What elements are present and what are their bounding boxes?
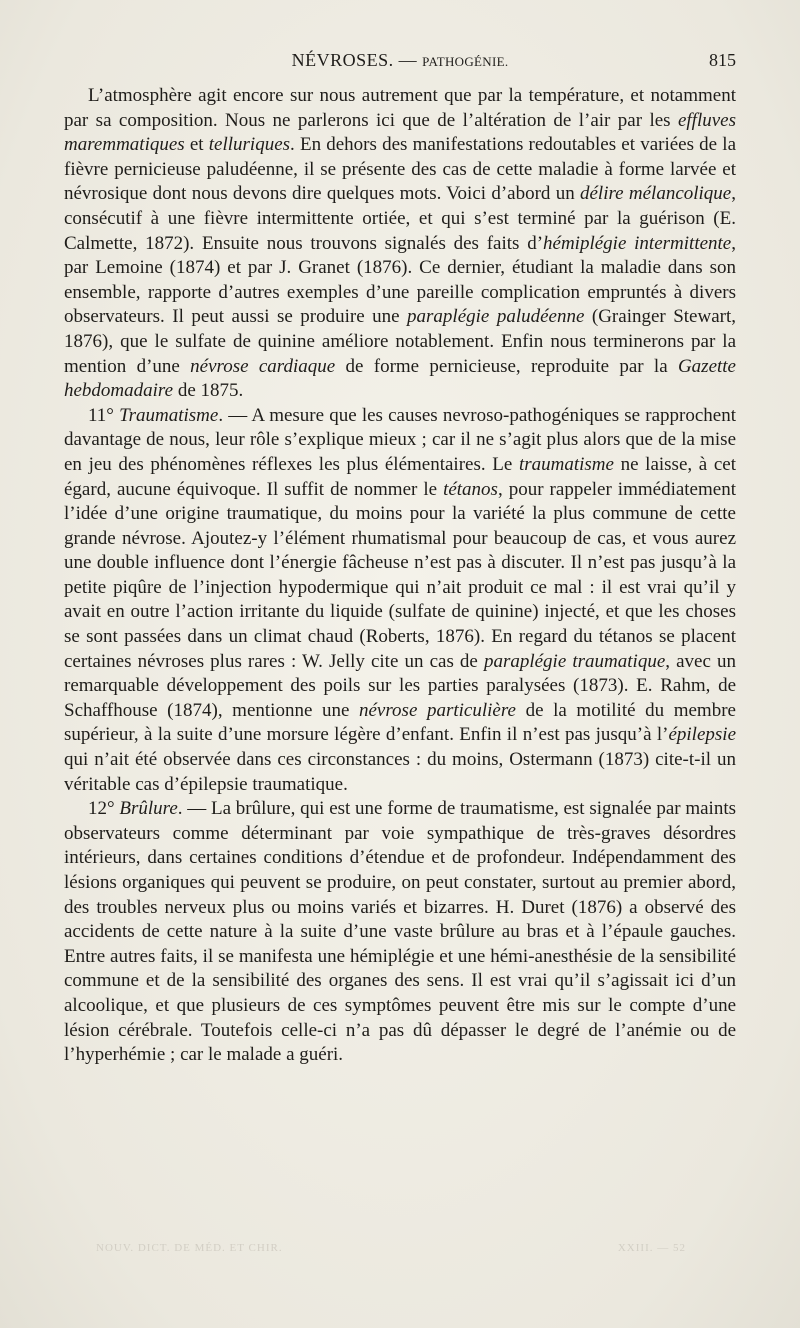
paragraph-atmosphere: [64, 84, 736, 404]
italic-run: Traumatisme: [119, 404, 219, 426]
bleed-through-left: NOUV. DICT. DE MÉD. ET CHIR.: [96, 1242, 283, 1254]
text-run: ne laisse, à cet égard, aucune équivoque. Il suffit de nommer le: [64, 453, 737, 500]
page-number: 815: [709, 50, 736, 70]
text-run: . — A mesure que les causes nevroso-pathogéniques se rapprochent davantage de nous, leur rôle s’explique mieux ; car il ne s’agit plus alors que de la mise en jeu des phénomènes réflexes les plus élémentaires. Le: [64, 404, 736, 475]
text-run: , par Lemoine (1874) et par J. Granet (1876). Ce dernier, étudiant la maladie dans son ensemble, rapporte d’autres exemples d’une pareille complication empruntés à divers observateurs. Il peut aussi se produire une: [64, 232, 736, 328]
italic-run: hémiplégie intermittente: [543, 232, 732, 254]
italic-run: névrose cardiaque: [190, 355, 336, 377]
body-text: [64, 84, 736, 1068]
italic-run: Brûlure: [119, 798, 178, 820]
italic-run: délire mélancolique: [579, 183, 732, 205]
text-run: . — La brûlure, qui est une forme de traumatisme, est signalée par maints observateurs comme déterminant par voie sympathique de très-graves désordres intérieurs, dans certaines conditions d’étendue et de profondeur. Indépendamment des lésions organiques qui peuvent se produire, on peut constater, surtout au premier abord, des troubles nerveux plus ou moins variés et bizarres. H. Duret (1876) a observé des accidents de cette nature à la suite d’une vaste brûlure au bras et à l’épaule gauches. Entre autres faits, il se manifesta une hémiplégie et une hémi-anesthésie de la sensibilité commune et de la sensibilité des organes des sens. Il est vrai qu’il s’agissait ici d’un alcoolique, et que plusieurs de ces symptômes peuvent être mis sur le compte d’une lésion cérébrale. Toutefois celle-ci n’a pas dû dépasser le degré de l’anémie ou de l’hyperhémie ; car le malade a guéri.: [64, 798, 736, 1066]
text-run: , avec un remarquable développement des poils sur les parties paralysées (1873). E. Rahm, de Schaffhouse (1874), mentionne une: [64, 650, 736, 721]
italic-run: névrose particulière: [359, 699, 516, 721]
text-run: L’atmosphère agit encore sur nous autrement que par la température, et notamment par sa composition. Nous ne parlerons ici que de l’altération de l’air par les: [64, 85, 736, 131]
italic-run: paraplégie paludéenne: [407, 306, 585, 328]
text-run: de forme pernicieuse, reproduite par la: [335, 355, 678, 377]
italic-run: Gazette hebdomadaire: [64, 355, 736, 402]
text-run: de la motilité du membre supérieur, à la suite d’une morsure légère d’enfant. Enfin il n’est pas jusqu’à l’: [64, 699, 736, 746]
italic-run: effluves maremmatiques: [64, 109, 736, 156]
running-title-main: NÉVROSES.: [291, 50, 394, 70]
text-run: , consécutif à une fièvre intermittente ortiée, et qui s’est terminé par la guérison (E. Calmette, 1872). Ensuite nous trouvons signalés des faits d’: [64, 183, 736, 254]
running-title-separator: —: [393, 50, 423, 70]
text-run: 12°: [88, 798, 120, 820]
bleed-through-right: XXIII. — 52: [617, 1242, 686, 1254]
text-run: 11°: [88, 404, 120, 426]
text-run: , pour rappeler immédiatement l’idée d’une origine traumatique, du moins pour la variété la plus commune de cette grande névrose. Ajoutez-y l’élément rhumatismal pour beaucoup de cas, et vous aurez une double influence dont l’énergie fâcheuse n’est pas à discuter. Il n’est pas jusqu’à la petite piqûre de l’injection hypodermique qui n’ait produit ce mal : il est vrai qu’il y avait en outre l’action irritante du liquide (sulfate de quinine) injecté, et que les choses se sont passées dans un climat chaud (Roberts, 1876). En regard du tétanos se placent certaines névroses plus rares : W. Jelly cite un cas de: [64, 478, 736, 672]
text-run: (Grainger Stewart, 1876), que le sulfate de quinine améliore notablement. Enfin nous terminerons par la mention d’une: [64, 306, 736, 377]
italic-run: paraplégie traumatique: [483, 650, 666, 672]
italic-run: telluriques: [208, 134, 291, 156]
paragraph-brulure: [64, 797, 736, 1068]
bleed-through-footer: [96, 1242, 686, 1258]
paragraph-traumatisme: [64, 404, 736, 798]
italic-run: tétanos: [443, 478, 498, 500]
italic-run: traumatisme: [518, 453, 614, 475]
running-title-sub: PATHOGÉNIE.: [422, 54, 509, 69]
running-title: [64, 50, 736, 71]
italic-run: épilepsie: [668, 724, 736, 746]
text-run: de 1875.: [173, 380, 244, 402]
text-run: . En dehors des manifestations redoutables et variées de la fièvre pernicieuse paludéenne, il se présente des cas de cette maladie à forme larvée et névrosique dont nous devons dire quelques mots. Voici d’abord un: [64, 134, 736, 205]
running-header: [64, 50, 736, 74]
text-run: qui n’ait été observée dans ces circonstances : du moins, Ostermann (1873) cite-t-il un véritable cas d’épilepsie traumatique.: [64, 749, 736, 795]
text-run: et: [184, 134, 209, 156]
